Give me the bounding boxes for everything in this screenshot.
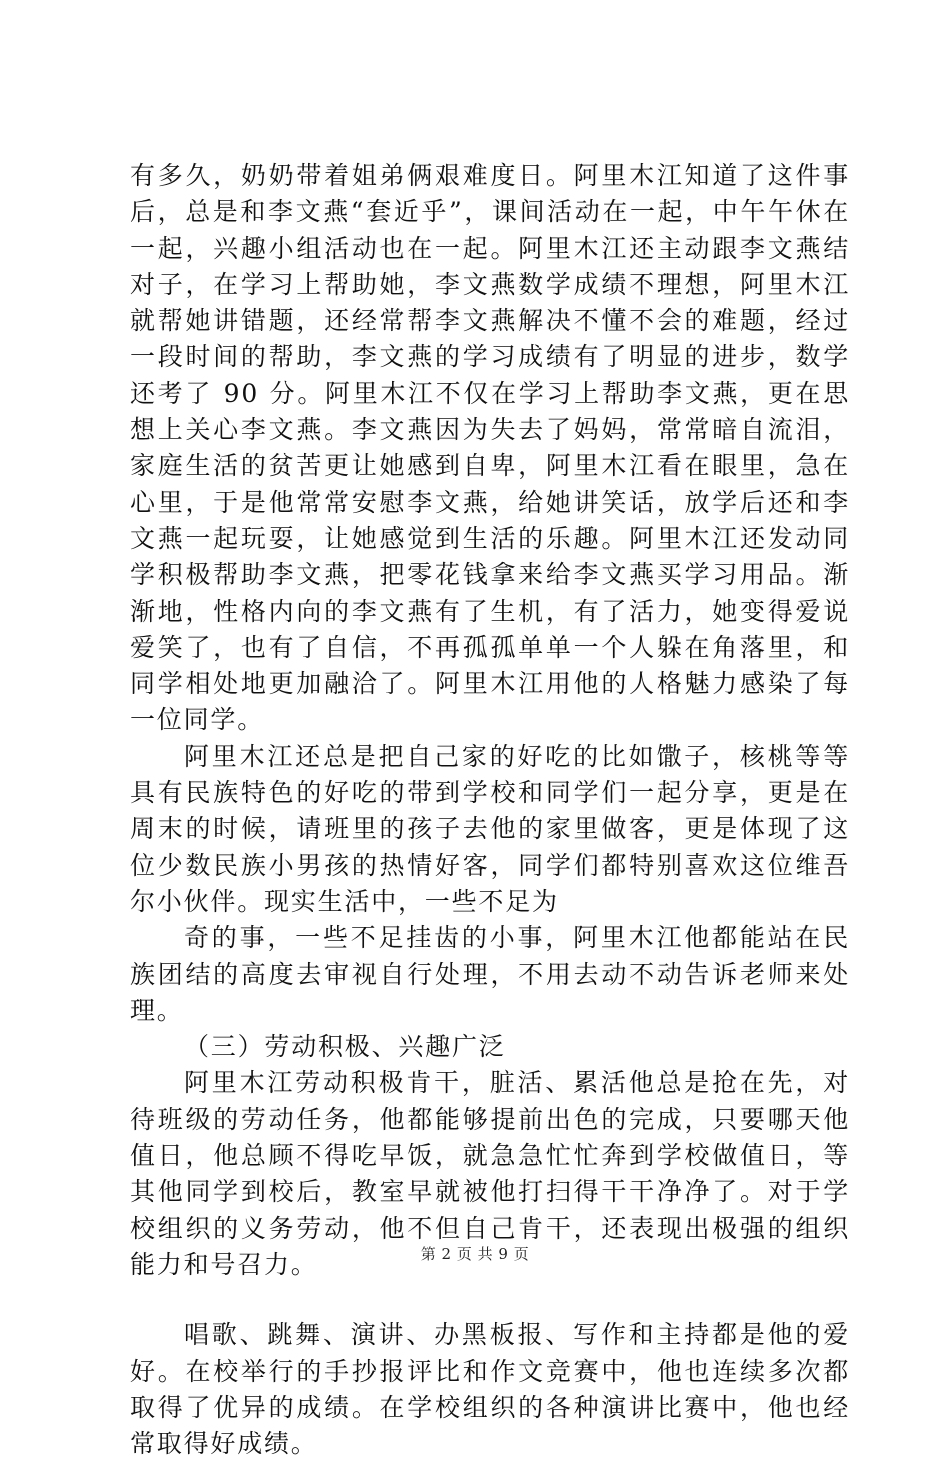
section-heading: （三）劳动积极、兴趣广泛 (184, 1032, 506, 1062)
paragraph-4: 阿里木江劳动积极肯干，脏活、累活他总是抢在先，对待班级的劳动任务，他都能够提前出色的完成，只要哪天他值日，他总顾不得吃早饭，就急急忙忙奔到学校做值日，等其他同学到校后，教室早就被他打扫得干干净净了。对于学校组织的义务劳动，他不但自己肯干，还表现出极强的组织能力和号召力。 (130, 1068, 850, 1279)
paragraph-1: 有多久，奶奶带着姐弟俩艰难度日。阿里木江知道了这件事后，总是和李文燕“套近乎”，课间活动在一起，中午午休在一起，兴趣小组活动也在一起。阿里木江还主动跟李文燕结对子，在学习上帮助她，李文燕数学成绩不理想，阿里木江就帮她讲错题，还经常帮李文燕解决不懂不会的难题，经过一段时间的帮助，李文燕的学习成绩有了明显的进步，数学还考了 90 分。阿里木江不仅在学习上帮助李文燕，更在思想上关心李文燕。李文燕因为失去了妈妈，常常暗自流泪，家庭生活的贫苦更让她感到自卑，阿里木江看在眼里，急在心里，于是他常常安慰李文燕，给她讲笑话，放学后还和李文燕一起玩耍，让她感觉到生活的乐趣。阿里木江还发动同学积极帮助李文燕，把零花钱拿来给李文燕买学习用品。渐渐地，性格内向的李文燕有了生机，有了活力，她变得爱说爱笑了，也有了自信，不再孤孤单单一个人躲在角落里，和同学相处地更加融洽了。阿里木江用他的人格魅力感染了每一位同学。 (130, 161, 850, 735)
page-number-footer: 第 2 页 共 9 页 (420, 1245, 530, 1263)
document-body (130, 158, 850, 1462)
paragraph-3: 奇的事，一些不足挂齿的小事，阿里木江他都能站在民族团结的高度去审视自行处理，不用去动不动告诉老师来处理。 (130, 923, 850, 1025)
paragraph-2: 阿里木江还总是把自己家的好吃的比如馓子，核桃等等具有民族特色的好吃的带到学校和同学们一起分享，更是在周末的时候，请班里的孩子去他的家里做客，更是体现了这位少数民族小男孩的热情好客，同学们都特别喜欢这位维吾尔小伙伴。现实生活中，一些不足为 (130, 741, 850, 916)
paragraph-5: 唱歌、跳舞、演讲、办黑板报、写作和主持都是他的爱好。在校举行的手抄报评比和作文竞赛中，他也连续多次都取得了优异的成绩。在学校组织的各种演讲比赛中，他也经常取得好成绩。 (130, 1320, 850, 1459)
